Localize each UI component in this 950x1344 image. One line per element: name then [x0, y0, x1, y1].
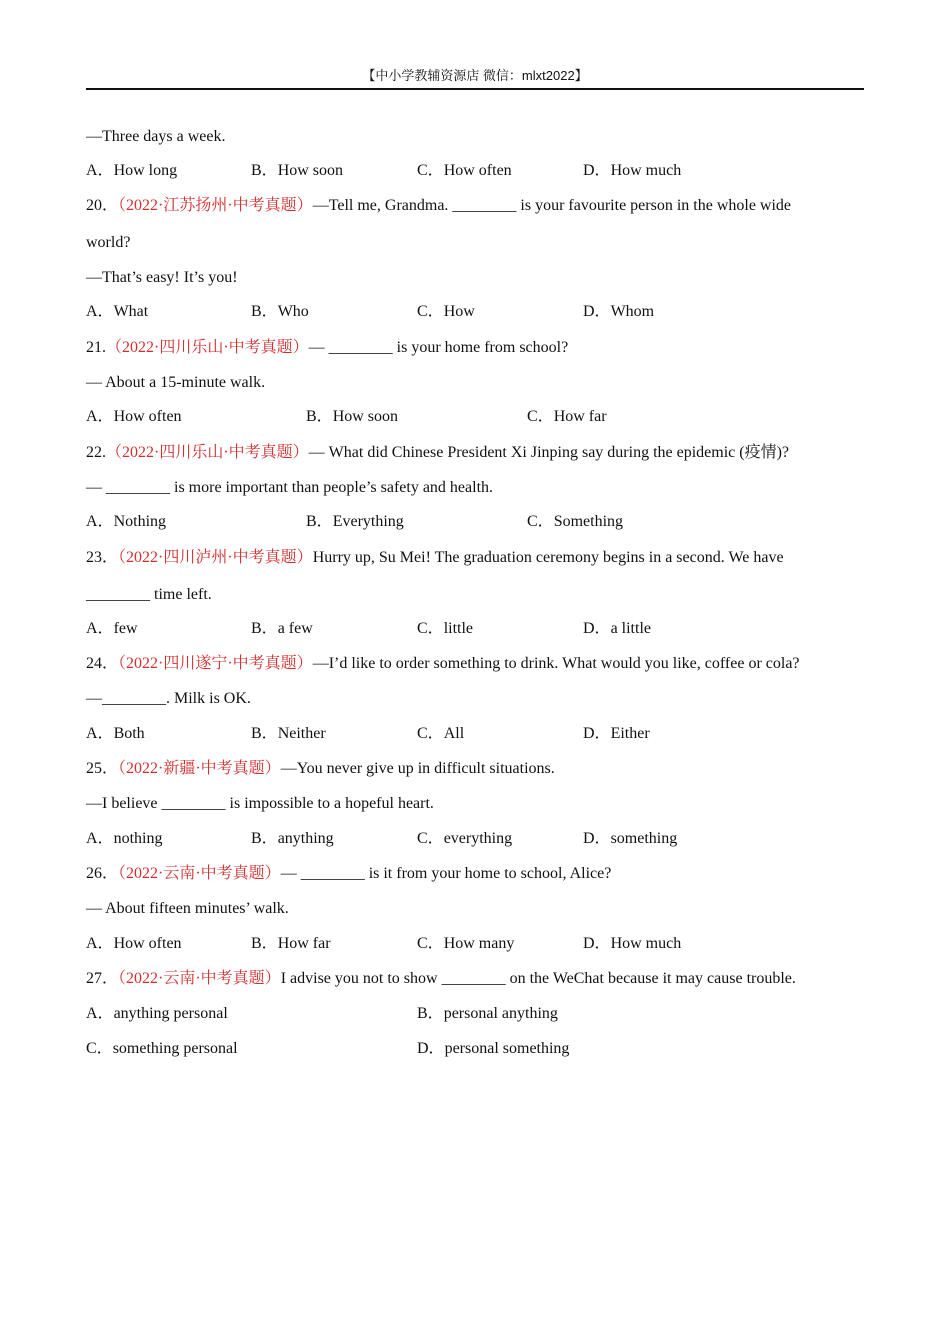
q20-option-b[interactable]: B．Who — [251, 303, 309, 320]
question-number: 23． — [86, 549, 119, 566]
question-20 — [86, 196, 791, 216]
question-text: — ________ is it from your home to school, Alice? — [280, 865, 612, 882]
q26-option-c[interactable]: C．How many — [417, 935, 515, 952]
pre-option-d[interactable]: D．How much — [583, 162, 682, 179]
question-number: 20． — [86, 197, 119, 214]
q25-option-d[interactable]: D．something — [583, 830, 678, 847]
q27-option-c[interactable]: C．something personal — [86, 1040, 238, 1057]
q26-option-b[interactable]: B．How far — [251, 935, 331, 952]
question-source: （2022·四川乐山·中考真题） — [106, 339, 309, 356]
q25-option-c[interactable]: C．everything — [417, 830, 513, 847]
question-23 — [86, 548, 784, 568]
q24-option-c[interactable]: C．All — [417, 725, 465, 742]
question-22-reply: — ________ is more important than people’s safety and health. — [86, 479, 494, 496]
q21-option-c[interactable]: C．How far — [527, 408, 607, 425]
q21-option-b[interactable]: B．How soon — [306, 408, 399, 425]
q22-option-a[interactable]: A．Nothing — [86, 513, 167, 530]
question-text: I advise you not to show ________ on the WeChat because it may cause trouble. — [280, 970, 796, 987]
question-number: 26． — [86, 865, 119, 882]
question-24 — [86, 654, 800, 674]
question-24-reply: —________. Milk is OK. — [86, 690, 251, 707]
question-23-continued: ________ time left. — [86, 586, 212, 603]
question-number: 25． — [86, 760, 119, 777]
q24-option-b[interactable]: B．Neither — [251, 725, 326, 742]
q27-option-b[interactable]: B．personal anything — [417, 1005, 558, 1022]
q20-option-d[interactable]: D．Whom — [583, 303, 655, 320]
question-source: （2022·四川乐山·中考真题） — [106, 444, 309, 461]
q21-option-a[interactable]: A．How often — [86, 408, 182, 425]
q27-option-a[interactable]: A．anything personal — [86, 1005, 228, 1022]
question-25-reply: —I believe ________ is impossible to a hopeful heart. — [86, 795, 434, 812]
q25-option-b[interactable]: B．anything — [251, 830, 334, 847]
question-27 — [86, 969, 796, 989]
question-20-continued: world? — [86, 234, 131, 251]
q27-option-d[interactable]: D．personal something — [417, 1040, 570, 1057]
question-number: 22. — [86, 444, 106, 461]
q26-option-d[interactable]: D．How much — [583, 935, 682, 952]
pre-option-b[interactable]: B．How soon — [251, 162, 344, 179]
question-22 — [86, 443, 789, 463]
question-20-reply: —That’s easy! It’s you! — [86, 269, 238, 286]
q23-option-d[interactable]: D．a little — [583, 620, 651, 637]
question-text: — What did Chinese President Xi Jinping say during the epidemic (疫情)? — [308, 444, 790, 461]
question-source: （2022·四川泸州·中考真题） — [118, 549, 313, 566]
q23-option-a[interactable]: A．few — [86, 620, 138, 637]
question-text: —Tell me, Grandma. ________ is your favourite person in the whole wide — [312, 197, 792, 214]
q25-option-a[interactable]: A．nothing — [86, 830, 163, 847]
q24-option-a[interactable]: A．Both — [86, 725, 145, 742]
question-number: 21. — [86, 339, 106, 356]
question-text: —You never give up in difficult situations. — [280, 760, 555, 777]
question-text: — ________ is your home from school? — [308, 339, 569, 356]
q23-option-c[interactable]: C．little — [417, 620, 474, 637]
pre-answer-line: —Three days a week. — [86, 128, 226, 145]
q20-option-a[interactable]: A．What — [86, 303, 149, 320]
pre-option-a[interactable]: A．How long — [86, 162, 178, 179]
question-21-reply: — About a 15-minute walk. — [86, 374, 266, 391]
question-26-reply: — About fifteen minutes’ walk. — [86, 900, 289, 917]
question-25 — [86, 759, 555, 779]
question-number: 24． — [86, 655, 119, 672]
q23-option-b[interactable]: B．a few — [251, 620, 313, 637]
question-source: （2022·江苏扬州·中考真题） — [118, 197, 313, 214]
question-number: 27． — [86, 970, 119, 987]
question-text: Hurry up, Su Mei! The graduation ceremony begins in a second. We have — [312, 549, 784, 566]
q24-option-d[interactable]: D．Either — [583, 725, 650, 742]
question-26 — [86, 864, 611, 884]
question-text: —I’d like to order something to drink. What would you like, coffee or cola? — [312, 655, 800, 672]
page-header: 【中小学教辅资源店 微信：mlxt2022】 — [86, 66, 864, 90]
question-source: （2022·新疆·中考真题） — [118, 760, 281, 777]
q20-option-c[interactable]: C．How — [417, 303, 475, 320]
q26-option-a[interactable]: A．How often — [86, 935, 182, 952]
question-21 — [86, 338, 568, 358]
pre-option-c[interactable]: C．How often — [417, 162, 512, 179]
q22-option-b[interactable]: B．Everything — [306, 513, 404, 530]
question-source: （2022·四川遂宁·中考真题） — [118, 655, 313, 672]
question-source: （2022·云南·中考真题） — [118, 865, 281, 882]
q22-option-c[interactable]: C．Something — [527, 513, 624, 530]
question-source: （2022·云南·中考真题） — [118, 970, 281, 987]
